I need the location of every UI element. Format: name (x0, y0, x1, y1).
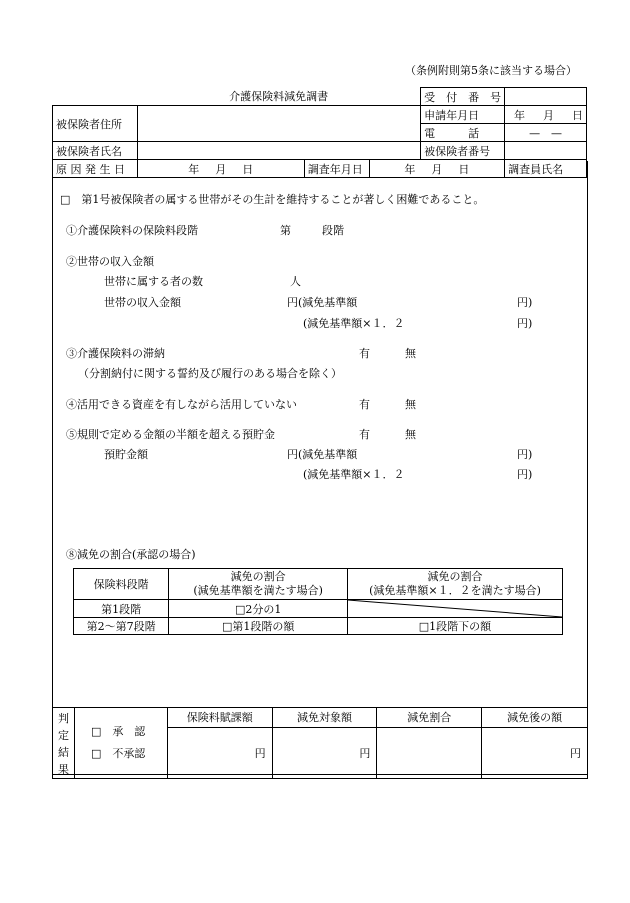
deposit-basis-x12-close: 円) (517, 468, 533, 481)
deposit-basis-close: 円) (517, 448, 533, 461)
household-members-label: 世帯に属する者の数 (104, 275, 203, 288)
item-5-label: ⑤規則で定める金額の半額を超える預貯金 (66, 428, 275, 441)
name-field[interactable] (137, 142, 420, 160)
ratio-col-b: 減免の割合 (減免基準額×１．２を満たす場合) (347, 569, 562, 600)
application-date-field[interactable]: 年 月 日 (505, 106, 587, 124)
item-1-dankai: 段階 (322, 224, 344, 237)
ratio-row1-stage: 第1段階 (74, 600, 169, 618)
decision-table (52, 707, 588, 779)
income-basis-close: 円) (517, 296, 533, 309)
premium-amount-field[interactable]: 円 (167, 727, 272, 778)
income-basis-x12-close: 円) (517, 317, 533, 330)
income-basis-label: 円(減免基準額 (287, 296, 358, 309)
form-title: 介護保険料減免調書 (137, 88, 420, 106)
item-4-yes[interactable]: 有 (359, 398, 370, 411)
col-after: 減免後の額 (482, 708, 588, 728)
ratio-row1-a-checkbox[interactable]: □2分の1 (169, 600, 348, 618)
col-ratio: 減免割合 (377, 708, 482, 728)
cause-date-label: 原 因 発 生 日 (53, 160, 138, 178)
insured-number-label: 被保険者番号 (421, 142, 505, 160)
item-3-yes[interactable]: 有 (359, 347, 370, 360)
receipt-number-field[interactable] (505, 88, 587, 106)
application-date-label: 申請年月日 (421, 106, 505, 124)
item-3-note: （分割納付に関する誓約及び履行のある場合を除く） (78, 367, 342, 380)
item-1-dai: 第 (280, 224, 291, 237)
insured-number-field[interactable] (505, 142, 587, 160)
investigator-label: 調査員氏名 (505, 160, 587, 178)
reject-checkbox[interactable]: □ 不承認 (90, 747, 146, 760)
deposit-amount-label: 預貯金額 (104, 448, 148, 461)
survey-date-label: 調査年月日 (304, 160, 369, 178)
col-target: 減免対象額 (272, 708, 377, 728)
receipt-number-label: 受 付 番 号 (421, 88, 505, 106)
item-5-no[interactable]: 無 (405, 428, 416, 441)
decision-options (74, 708, 167, 779)
ratio-row2-stage: 第2～第7段階 (74, 618, 169, 635)
phone-label: 電 話 (421, 124, 505, 142)
hardship-condition-checkbox[interactable]: □ 第1号被保険者の属する世帯がその生計を維持することが著しく困難であること。 (60, 193, 485, 206)
name-label: 被保険者氏名 (53, 142, 138, 160)
item-4-no[interactable]: 無 (405, 398, 416, 411)
decision-side-label: 判 定 結 果 (53, 708, 75, 779)
item-8-label: ⑧減免の割合(承認の場合) (66, 548, 196, 561)
ratio-col-stage: 保険料段階 (74, 569, 169, 600)
ratio-row2-a-checkbox[interactable]: □第1段階の額 (169, 618, 348, 635)
item-2-label: ②世帯の収入金額 (66, 255, 154, 268)
survey-date-field[interactable]: 年 月 日 (369, 160, 504, 178)
ratio-row1-b-na (347, 600, 562, 618)
household-members-unit: 人 (290, 275, 301, 288)
address-label: 被保険者住所 (53, 106, 138, 142)
target-amount-field[interactable]: 円 (272, 727, 377, 778)
approve-checkbox[interactable]: □ 承 認 (90, 725, 146, 738)
deposit-basis-label: 円(減免基準額 (287, 448, 358, 461)
col-premium: 保険料賦課額 (167, 708, 272, 728)
household-income-label: 世帯の収入金額 (104, 296, 181, 309)
cause-date-field[interactable]: 年 月 日 (137, 160, 304, 178)
deposit-basis-x12-label: (減免基準額×１．２ (303, 468, 405, 481)
item-4-label: ④活用できる資産を有しながら活用していない (66, 398, 297, 411)
phone-field[interactable]: — — (505, 124, 587, 142)
item-3-no[interactable]: 無 (405, 347, 416, 360)
item-3-label: ③介護保険料の滞納 (66, 347, 165, 360)
applicability-note: （条例附則第5条に該当する場合） (405, 64, 577, 77)
diagonal-strike (348, 600, 562, 617)
ratio-row2-b-checkbox[interactable]: □1段階下の額 (347, 618, 562, 635)
ratio-col-a: 減免の割合 (減免基準額を満たす場合) (169, 569, 348, 600)
item-1-label: ①介護保険料の保険料段階 (66, 224, 198, 237)
after-amount-field[interactable]: 円 (482, 727, 588, 778)
ratio-field[interactable] (377, 727, 482, 778)
reduction-ratio-table (73, 568, 563, 635)
income-basis-x12-label: (減免基準額×１．２ (303, 317, 405, 330)
item-5-yes[interactable]: 有 (359, 428, 370, 441)
address-field[interactable] (137, 106, 420, 142)
